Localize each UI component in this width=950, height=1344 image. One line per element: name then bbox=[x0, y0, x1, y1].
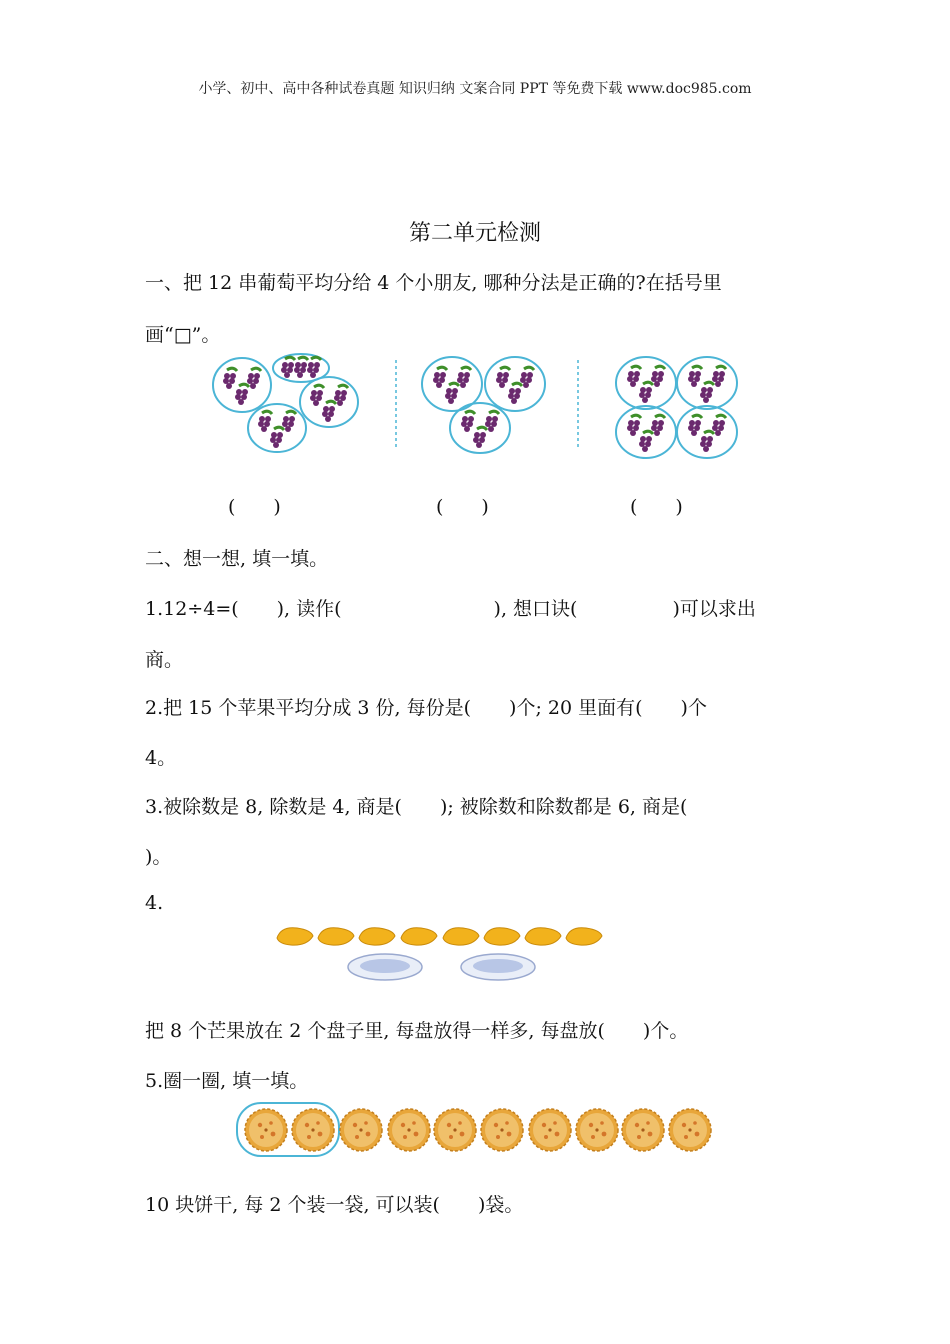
answer-paren-3[interactable]: ( ) bbox=[630, 496, 683, 518]
section2-heading: 二、想一想, 填一填。 bbox=[145, 548, 329, 570]
page-title: 第二单元检测 bbox=[408, 221, 541, 246]
q2-5-text: 10 块饼干, 每 2 个装一袋, 可以装( )袋。 bbox=[145, 1194, 524, 1216]
q2-3-line2: )。 bbox=[145, 846, 172, 868]
q1-prompt-line1: 一、把 12 串葡萄平均分给 4 个小朋友, 哪种分法是正确的?在括号里 bbox=[145, 272, 722, 294]
q2-4-text: 把 8 个芒果放在 2 个盘子里, 每盘放得一样多, 每盘放( )个。 bbox=[145, 1020, 689, 1042]
q2-4-label: 4. bbox=[145, 892, 164, 914]
answer-paren-2[interactable]: ( ) bbox=[436, 496, 489, 518]
q2-1-line2: 商。 bbox=[145, 649, 184, 671]
q2-5-label: 5.圈一圈, 填一填。 bbox=[145, 1070, 309, 1092]
q2-2-line1: 2.把 15 个苹果平均分成 3 份, 每份是( )个; 20 里面有( )个 bbox=[145, 697, 707, 719]
q2-1-line1: 1.12÷4=( ), 读作( ), 想口诀( )可以求出 bbox=[145, 598, 756, 620]
answer-paren-1[interactable]: ( ) bbox=[228, 496, 281, 518]
site-header: 小学、初中、高中各种试卷真题 知识归纳 文案合同 PPT 等免费下载 www.doc985.com bbox=[198, 81, 752, 97]
q2-3-line1: 3.被除数是 8, 除数是 4, 商是( ); 被除数和除数都是 6, 商是( bbox=[145, 796, 688, 818]
q1-prompt-line2: 画“□”。 bbox=[145, 324, 221, 346]
q2-2-line2: 4。 bbox=[145, 747, 177, 769]
